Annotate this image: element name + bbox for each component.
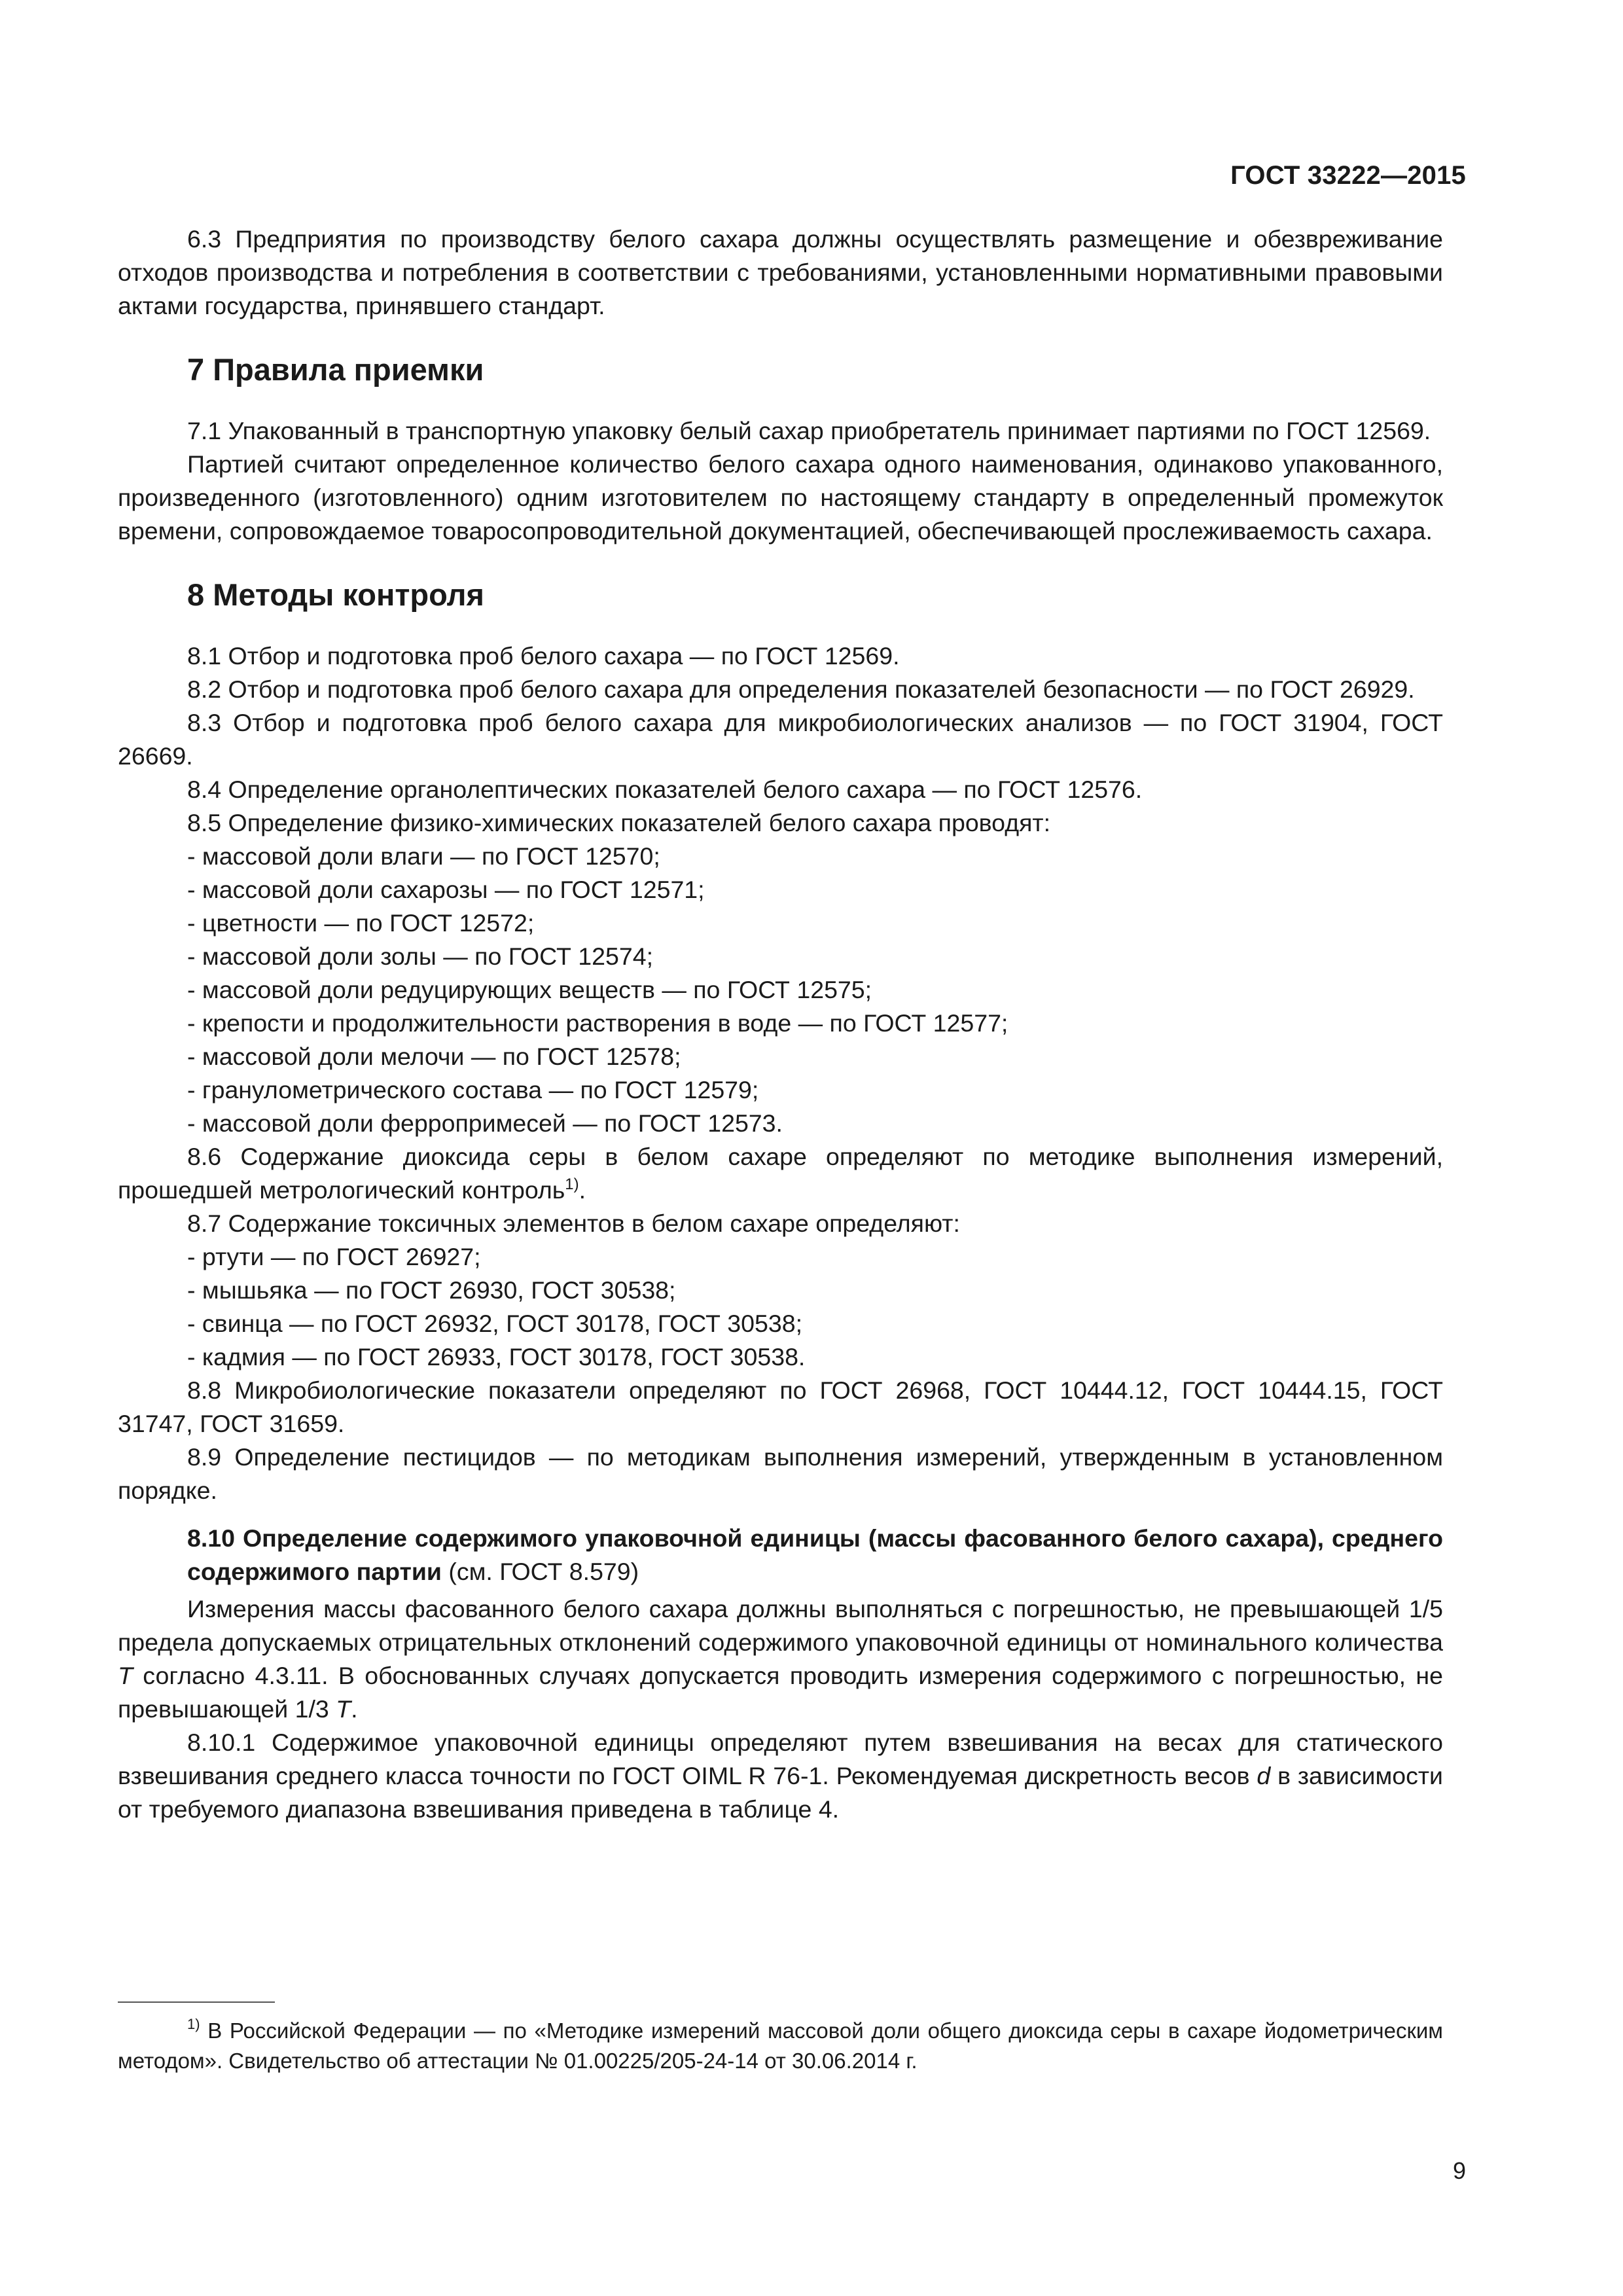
list-item: - ртути — по ГОСТ 26927; — [187, 1243, 481, 1270]
list-item: - массовой доли мелочи — по ГОСТ 12578; — [187, 1043, 681, 1070]
paragraph-8-10-text-b: согласно 4.3.11. В обоснованных случаях допускается проводить измерения содержимого с погрешностью, не превышающей 1/3 — [118, 1662, 1443, 1723]
paragraph-8-9: 8.9 Определение пестицидов — по методикам выполнения измерений, утвержденным в установленном порядке. — [118, 1443, 1443, 1504]
paragraph-8-1: 8.1 Отбор и подготовка проб белого сахара — по ГОСТ 12569. — [187, 642, 900, 670]
list-item: - гранулометрического состава — по ГОСТ 12579; — [187, 1076, 759, 1103]
list-item: - цветности — по ГОСТ 12572; — [187, 909, 535, 937]
section-7-title: 7 Правила приемки — [187, 352, 484, 387]
paragraph-8-8: 8.8 Микробиологические показатели определяют по ГОСТ 26968, ГОСТ 10444.12, ГОСТ 10444.15, ГОСТ 31747, ГОСТ 31659. — [118, 1376, 1443, 1437]
paragraph-8-10-measurement — [118, 1592, 1443, 1726]
paragraph-8-3: 8.3 Отбор и подготовка проб белого сахара для микробиологических анализов — по ГОСТ 31904, ГОСТ 26669. — [118, 709, 1443, 770]
list-item: - массовой доли сахарозы — по ГОСТ 12571; — [187, 876, 705, 903]
footnote-mark: 1) — [187, 2016, 200, 2032]
paragraph-8-6-end: . — [579, 1176, 586, 1204]
footnote-text: В Российской Федерации — по «Методике измерений массовой доли общего диоксида серы в сахаре йодометрическим методом». Свидетельство об аттестации № 01.00225/205-24-14 от 30.06.2014 г. — [118, 2018, 1443, 2073]
list-item: - массовой доли редуцирующих веществ — по ГОСТ 12575; — [187, 976, 872, 1003]
subsection-8-10-reference: (см. ГОСТ 8.579) — [441, 1558, 639, 1585]
paragraph-8-2: 8.2 Отбор и подготовка проб белого сахара для определения показателей безопасности — по ГОСТ 26929. — [187, 675, 1415, 703]
paragraph-7-batch-definition: Партией считают определенное количество белого сахара одного наименования, одинаково упакованного, произведенного (изготовленного) одним изготовителем по настоящему стандарту в определенный промежуток времени, сопровождаемое товаросопроводительной документацией, обеспечивающей прослеживаемость сахара. — [118, 450, 1443, 545]
paragraph-8-10-text-a: Измерения массы фасованного белого сахара должны выполняться с погрешностью, не превышающей 1/5 предела допускаемых отрицательных отклонений содержимого упаковочной единицы от номинального количества — [118, 1595, 1443, 1656]
document-code-header: ГОСТ 33222—2015 — [1230, 161, 1466, 190]
paragraph-8-4: 8.4 Определение органолептических показателей белого сахара — по ГОСТ 12576. — [187, 776, 1143, 803]
paragraph-8-6 — [118, 1140, 1443, 1207]
page-number: 9 — [1452, 2157, 1466, 2184]
footnote-reference-link[interactable]: 1) — [565, 1175, 579, 1193]
paragraph-8-10-text-c: . — [351, 1695, 358, 1723]
paragraph-8-6-text: 8.6 Содержание диоксида серы в белом сахаре определяют по методике выполнения измерений, прошедшей метрологический контроль — [118, 1143, 1443, 1204]
list-item: - свинца — по ГОСТ 26932, ГОСТ 30178, ГОСТ 30538; — [187, 1310, 803, 1337]
paragraph-8-7: 8.7 Содержание токсичных элементов в белом сахаре определяют: — [187, 1210, 960, 1237]
paragraph-7-1: 7.1 Упакованный в транспортную упаковку белый сахар приобретатель принимает партиями по ГОСТ 12569. — [187, 417, 1431, 444]
document-body — [118, 223, 1443, 1826]
footnote-divider — [118, 2001, 275, 2003]
subsection-8-10-bold-title: 8.10 Определение содержимого упаковочной единицы (массы фасованного белого сахара), среднего содержимого партии — [187, 1524, 1443, 1585]
paragraph-8-10-1 — [118, 1726, 1443, 1826]
footnote — [118, 2016, 1443, 2076]
variable-T: T — [336, 1695, 351, 1723]
list-item: - кадмия — по ГОСТ 26933, ГОСТ 30178, ГОСТ 30538. — [187, 1343, 806, 1371]
paragraph-8-10-1-text-a: 8.10.1 Содержимое упаковочной единицы определяют путем взвешивания на весах для статического взвешивания среднего класса точности по ГОСТ OIML R 76-1. Рекомендуемая дискретность весов — [118, 1729, 1443, 1789]
list-item: - мышьяка — по ГОСТ 26930, ГОСТ 30538; — [187, 1276, 676, 1304]
paragraph-8-10-1-text-b: в зависимости от требуемого диапазона взвешивания приведена в таблице 4. — [118, 1762, 1443, 1823]
list-item: - массовой доли ферропримесей — по ГОСТ 12573. — [187, 1109, 783, 1137]
paragraph-8-5: 8.5 Определение физико-химических показателей белого сахара проводят: — [187, 809, 1051, 836]
subsection-8-10-heading — [187, 1522, 1443, 1588]
variable-T: T — [118, 1662, 133, 1689]
variable-d: d — [1257, 1762, 1271, 1789]
section-8-title: 8 Методы контроля — [187, 577, 484, 612]
list-item: - массовой доли влаги — по ГОСТ 12570; — [187, 842, 660, 870]
list-item: - массовой доли золы — по ГОСТ 12574; — [187, 942, 653, 970]
paragraph-6-3: 6.3 Предприятия по производству белого сахара должны осуществлять размещение и обезвреживание отходов производства и потребления в соответствии с требованиями, установленными нормативными правовыми актами государства, принявшего стандарт. — [118, 225, 1443, 319]
list-item: - крепости и продолжительности растворения в воде — по ГОСТ 12577; — [187, 1009, 1008, 1037]
